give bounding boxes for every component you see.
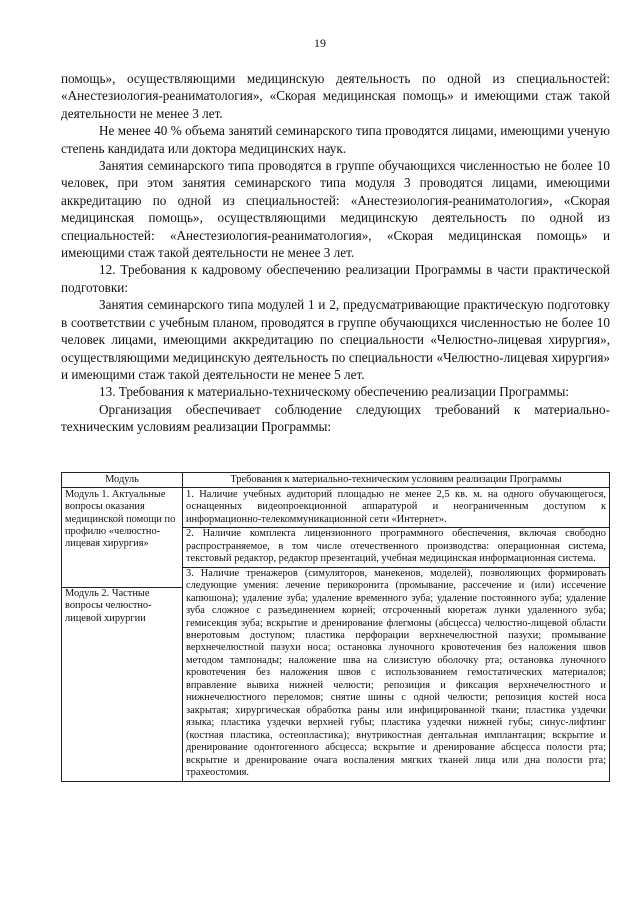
module-cell bbox=[62, 488, 183, 782]
page-number: 19 bbox=[314, 36, 326, 50]
requirement-2: 2. Наличие комплекта лицензионного программного обеспечения, включая свободно распространяемое, в том числе отечественного производства: операционная система, текстовый редактор, редактор презентаций, учебная медицинская информационная система. bbox=[183, 528, 609, 567]
document-body bbox=[61, 70, 610, 436]
paragraph-section-13: 13. Требования к материально-техническому обеспечению реализации Программы: bbox=[99, 384, 569, 400]
module-2: Модуль 2. Частные вопросы челюстно-лицевой хирургии bbox=[65, 588, 152, 624]
paragraph-seminar-groups: Занятия семинарского типа проводятся в группе обучающихся численностью не более 10 человек, при этом занятия семинарского типа модуля 3 проводятся лицами, имеющими аккредитацию по одной из специальностей: «Анестезиология-реаниматология», «Скорая медицинская помощь», осуществляющими медицинскую деятельность по одной из специальностей: «Анестезиология-реаниматология», «Скорая медицинская помощь» и имеющими стаж такой деятельности не менее 3 лет. bbox=[61, 158, 610, 261]
requirement-3: 3. Наличие тренажеров (симуляторов, манекенов, моделей), позволяющих формировать следующие умения: лечение перикоронита (промывание, рассечение и (или) иссечение капюшона); удаление зуба; удаление временного зуба; удаление постоянного зуба; удаление зуба сложное с разъединением корней; отсроченный кюретаж лунки удаленного зуба; гемисекция зуба; вскрытие и дренирование флегмоны (абсцесса) челюстно-лицевой области внеротовым доступом; пластика перфорации верхнечелюстной пазухи; промывание верхнечелюстной пазухи носа; остановка луночного кровотечения без наложения швов методом тампонады; наложение шва на слизистую оболочку рта; остановка луночного кровотечения без наложения швов с использованием гемостатических материалов; вправление вывиха нижней челюсти; репозиция и фиксация верхнечелюстного и нижнечелюстного переломов; снятие шины с одной челюсти; репозиция костей носа закрытая; хирургическая обработка раны или инфицированной ткани; пластика уздечки языка; пластика уздечки верхней губы; пластика уздечки нижней губы; синус-лифтинг (костная пластика, остеопластика); внутрикостная дентальная имплантация; вскрытие и дренирование одонтогенного абсцесса; вскрытие и дренирование абсцесса полости рта; вскрытие и дренирование очага воспаления мягких тканей лица или дна полости рта; трахеостомия. bbox=[186, 567, 606, 778]
header-requirements: Требования к материально-техническим условиям реализации Программы bbox=[183, 473, 610, 488]
paragraph-continuation: помощь», осуществляющими медицинскую деятельность по одной из специальностей: «Анестезиология-реаниматология», «Скорая медицинская помощь» и имеющими стаж такой деятельности не менее 3 лет. bbox=[61, 71, 610, 121]
table-row bbox=[62, 488, 610, 782]
module-1: Модуль 1. Актуальные вопросы оказания медицинской помощи по профилю «челюстно-лицевая хирургия» bbox=[62, 489, 182, 588]
table-header-row bbox=[62, 473, 610, 488]
requirements-cell bbox=[183, 488, 610, 782]
requirements-table bbox=[61, 472, 610, 782]
paragraph-practical-training: Занятия семинарского типа модулей 1 и 2, предусматривающие практическую подготовку в соответствии с учебным планом, проводятся в группе обучающихся численностью не более 10 человек лицами, имеющими аккредитацию по специальности «Челюстно-лицевая хирургия», осуществляющими медицинскую деятельность по специальности «Челюстно-лицевая хирургия» и имеющими стаж такой деятельности не менее 5 лет. bbox=[61, 297, 610, 382]
paragraph-degree-requirement: Не менее 40 % объема занятий семинарского типа проводятся лицами, имеющими ученую степень кандидата или доктора медицинских наук. bbox=[61, 123, 610, 156]
requirement-1: 1. Наличие учебных аудиторий площадью не менее 2,5 кв. м. на одного обучающегося, оснащенных видеопроекционной аппаратурой и неограниченным доступом к информационно-телекоммуникационной сети «Интернет». bbox=[183, 489, 609, 528]
paragraph-organization: Организация обеспечивает соблюдение следующих требований к материально-техническим условиям реализации Программы: bbox=[61, 401, 610, 435]
header-module: Модуль bbox=[62, 473, 183, 488]
paragraph-section-12: 12. Требования к кадровому обеспечению реализации Программы в части практической подготовки: bbox=[61, 262, 610, 295]
